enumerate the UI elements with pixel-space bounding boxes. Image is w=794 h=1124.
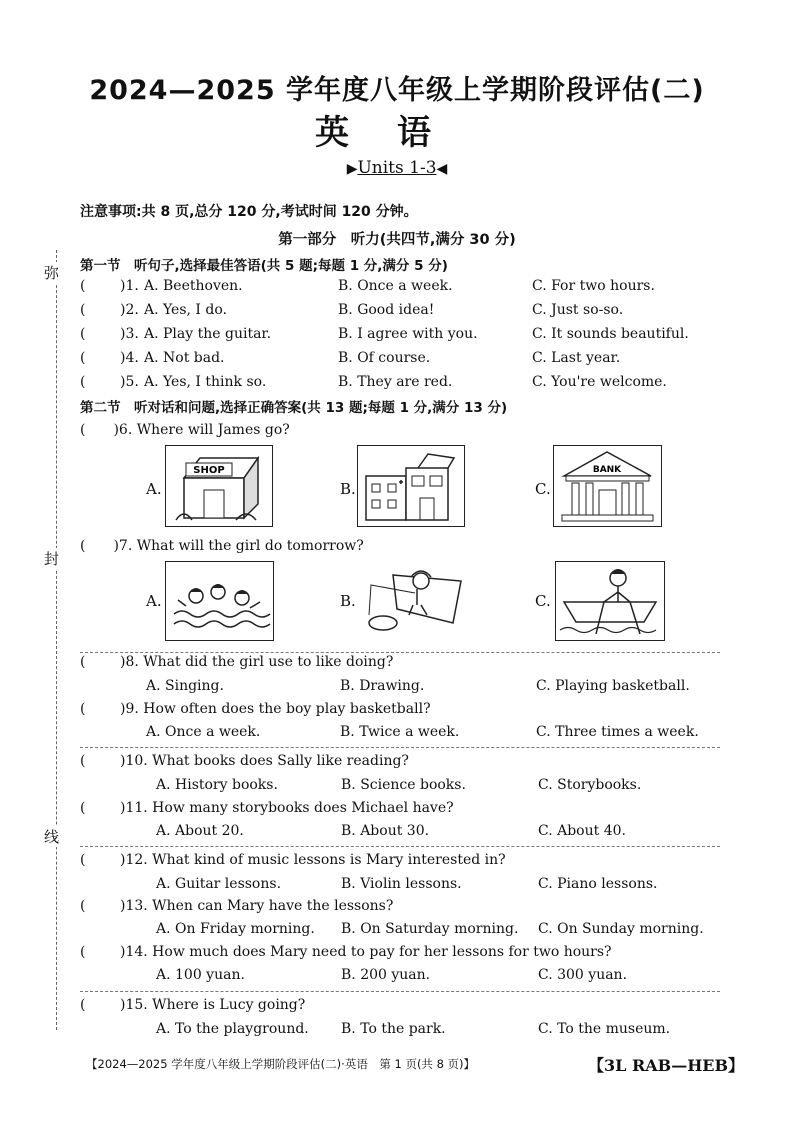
question-5: ( )5. A. Yes, I think so. B. They are red. C. You're welcome. — [80, 374, 667, 390]
question-11: ( )11. How many storybooks does Michael have? — [80, 800, 454, 816]
triangle-right-icon: ▶ — [346, 161, 358, 177]
q7-option-c-letter: C. — [535, 592, 551, 610]
triangle-left-icon: ◀ — [436, 161, 448, 177]
boating-picture — [555, 561, 665, 641]
page-footer: 【2024—2025 学年度八年级上学期阶段评估(二)·英语 第 1 页(共 8 页)】 — [86, 1057, 476, 1071]
question-6-stem: ( )6. Where will James go? — [80, 422, 290, 438]
question-1: ( )1. A. Beethoven. B. Once a week. C. For two hours. — [80, 278, 655, 294]
question-10-options: A. History books. B. Science books. C. Storybooks. — [156, 777, 642, 793]
question-8: ( )8. What did the girl use to like doing? — [80, 654, 394, 670]
swimming-icon — [166, 562, 273, 640]
bank-icon — [554, 446, 661, 526]
question-15: ( )15. Where is Lucy going? — [80, 997, 306, 1013]
question-9: ( )9. How often does the boy play basketball? — [80, 701, 431, 717]
fishing-picture — [357, 561, 463, 639]
question-12-options: A. Guitar lessons. B. Violin lessons. C. Piano lessons. — [156, 876, 658, 892]
seal-line — [56, 250, 57, 1030]
question-4: ( )4. A. Not bad. B. Of course. C. Last year. — [80, 350, 621, 366]
question-13-options: A. On Friday morning. B. On Saturday morning. C. On Sunday morning. — [156, 921, 704, 937]
bank-sign: BANK — [592, 465, 622, 475]
question-2: ( )2. A. Yes, I do. B. Good idea! C. Just so-so. — [80, 302, 624, 318]
question-13: ( )13. When can Mary have the lessons? — [80, 898, 394, 914]
question-7-stem: ( )7. What will the girl do tomorrow? — [80, 538, 364, 554]
shop-sign: SHOP — [193, 465, 225, 476]
section-one-heading: 第一节 听句子,选择最佳答语(共 5 题;每题 1 分,满分 5 分) — [80, 258, 448, 274]
section-two-heading: 第二节 听对话和问题,选择正确答案(共 13 题;每题 1 分,满分 13 分) — [80, 400, 508, 416]
seal-mark-feng: 封 — [44, 550, 60, 568]
hospital-picture — [357, 445, 465, 527]
swimming-picture — [165, 561, 274, 641]
shop-icon — [166, 446, 272, 526]
question-9-options: A. Once a week. B. Twice a week. C. Three times a week. — [146, 724, 699, 740]
divider — [80, 747, 720, 748]
q7-option-b-letter: B. — [340, 592, 356, 610]
divider — [80, 991, 720, 992]
boating-icon — [556, 562, 664, 640]
exam-code: 【3L RAB—HEB】 — [588, 1056, 745, 1075]
units-label: Units 1-3 — [357, 158, 437, 178]
divider — [80, 846, 720, 847]
shop-picture — [165, 445, 273, 527]
question-10: ( )10. What books does Sally like reading? — [80, 753, 409, 769]
part-one-heading: 第一部分 听力(共四节,满分 30 分) — [278, 232, 516, 248]
q7-option-a-letter: A. — [146, 592, 162, 610]
question-14-options: A. 100 yuan. B. 200 yuan. C. 300 yuan. — [156, 967, 628, 983]
q6-option-b-letter: B. — [340, 480, 356, 498]
exam-notice: 注意事项:共 8 页,总分 120 分,考试时间 120 分钟。 — [80, 204, 418, 220]
question-15-options: A. To the playground. B. To the park. C. To the museum. — [156, 1021, 671, 1037]
seal-mark-xian: 线 — [44, 828, 60, 846]
exam-title: 2024—2025 学年度八年级上学期阶段评估(二) — [89, 75, 705, 106]
exam-subject: 英语 — [315, 113, 479, 153]
units-banner — [0, 158, 794, 178]
question-8-options: A. Singing. B. Drawing. C. Playing basketball. — [146, 678, 690, 694]
fishing-icon — [357, 561, 463, 639]
question-3: ( )3. A. Play the guitar. B. I agree with you. C. It sounds beautiful. — [80, 326, 689, 342]
q6-option-c-letter: C. — [535, 480, 551, 498]
q6-option-a-letter: A. — [146, 480, 162, 498]
question-12: ( )12. What kind of music lessons is Mary interested in? — [80, 852, 506, 868]
question-14: ( )14. How much does Mary need to pay for her lessons for two hours? — [80, 944, 612, 960]
question-11-options: A. About 20. B. About 30. C. About 40. — [156, 823, 626, 839]
seal-mark-mi: 弥 — [44, 264, 60, 282]
hospital-icon — [358, 446, 464, 526]
bank-picture — [553, 445, 662, 527]
